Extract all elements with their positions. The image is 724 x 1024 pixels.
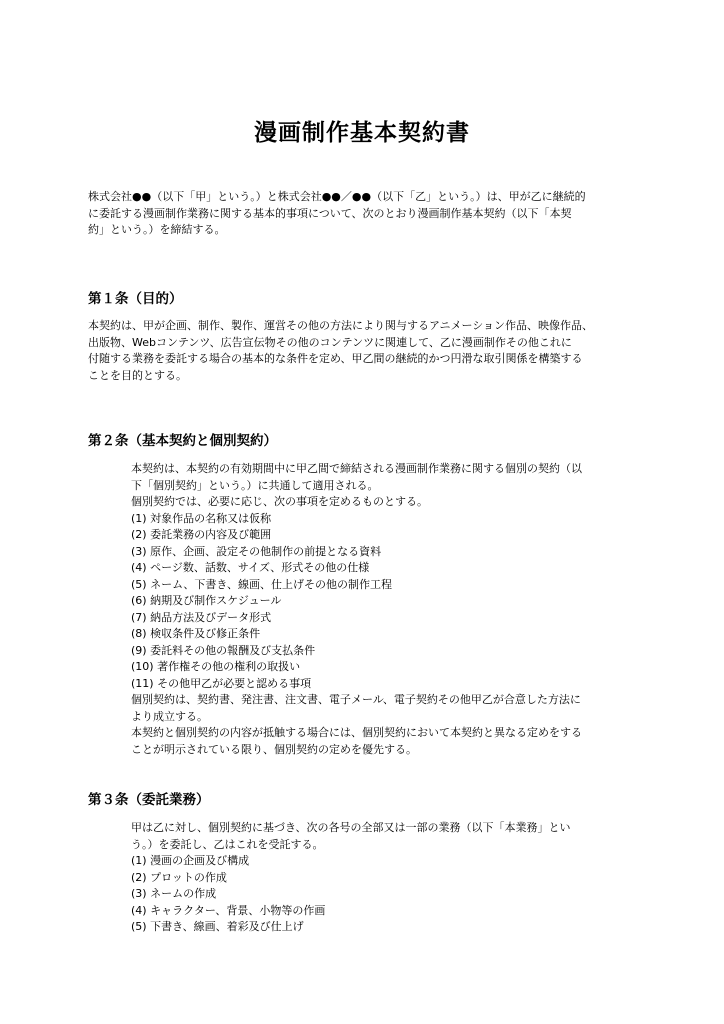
list-item: (5) ネーム、下書き、線画、仕上げその他の制作工程: [131, 577, 392, 591]
list-item: (5) 下書き、線画、着彩及び仕上げ: [131, 920, 304, 933]
article-line: 個別契約では、必要に応じ、次の事項を定めるものとする。: [131, 495, 428, 508]
article-line: ことを目的とする。: [88, 368, 187, 382]
list-item: (7) 納品方法及びデータ形式: [131, 610, 272, 624]
preamble-line: に委託する漫画制作業務に関する基本的事項について、次のとおり漫画制作基本契約（以下「本契: [88, 206, 572, 220]
article-line: より成立する。: [131, 709, 208, 723]
article-line: 個別契約は、契約書、発注書、注文書、電子メール、電子契約その他甲乙が合意した方法に: [131, 693, 581, 706]
article-line: 本契約と個別契約の内容が抵触する場合には、個別契約において本契約と異なる定めをする: [131, 726, 582, 739]
article-1-heading: 第１条（目的）: [88, 291, 183, 307]
article-3-body: [131, 820, 571, 936]
list-item: (11) その他甲乙が必要と認める事項: [131, 676, 312, 690]
list-item: (10) 著作権その他の権利の取扱い: [131, 660, 301, 673]
article-line: う。）を委託し、乙はこれを受託する。: [131, 837, 324, 851]
list-item: (2) プロットの作成: [131, 870, 227, 884]
list-item: (3) 原作、企画、設定その他制作の前提となる資料: [131, 544, 382, 558]
preamble: [88, 189, 586, 239]
article-2-body: [131, 461, 582, 758]
article-line: 甲は乙に対し、個別契約に基づき、次の各号の全部又は一部の業務（以下「本業務」とい: [131, 821, 571, 834]
list-item: (3) ネームの作成: [131, 887, 217, 900]
preamble-line: 株式会社●●（以下「甲」という。）と株式会社●●／●●（以下「乙」という。）は、甲が乙に継続的: [88, 190, 586, 203]
list-item: (8) 検収条件及び修正条件: [131, 627, 261, 640]
article-line: 本契約は、甲が企画、制作、製作、運営その他の方法により関与するアニメーション作品、映像作品、: [88, 319, 594, 332]
list-item: (1) 対象作品の名称又は仮称: [131, 511, 272, 525]
article-line: 出版物、Webコンテンツ、広告宣伝物その他のコンテンツに関連して、乙に漫画制作その他これに: [88, 335, 572, 349]
list-item: (4) キャラクター、背景、小物等の作画: [131, 903, 326, 917]
article-line: 付随する業務を委託する場合の基本的な条件を定め、甲乙間の継続的かつ円滑な取引関係を構築する: [88, 352, 583, 365]
article-3-heading: 第３条（委託業務）: [88, 792, 210, 808]
article-2-heading: 第２条（基本契約と個別契約）: [88, 433, 277, 449]
article-line: 下「個別契約」という。）に共通して適用される。: [131, 478, 379, 492]
preamble-line: 約」という。）を締結する。: [88, 223, 226, 236]
list-item: (1) 漫画の企画及び構成: [131, 854, 250, 867]
article-line: 本契約は、本契約の有効期間中に甲乙間で締結される漫画制作業務に関する個別の契約（以: [131, 462, 582, 475]
list-item: (4) ページ数、話数、サイズ、形式その他の仕様: [131, 561, 370, 574]
list-item: (2) 委託業務の内容及び範囲: [131, 528, 272, 541]
article-1-body: [88, 318, 593, 384]
list-item: (9) 委託料その他の報酬及び支払条件: [131, 643, 316, 657]
document-title: 漫画制作基本契約書: [254, 120, 470, 146]
article-line: ことが明示されている限り、個別契約の定めを優先する。: [131, 742, 417, 756]
list-item: (6) 納期及び制作スケジュール: [131, 594, 282, 607]
